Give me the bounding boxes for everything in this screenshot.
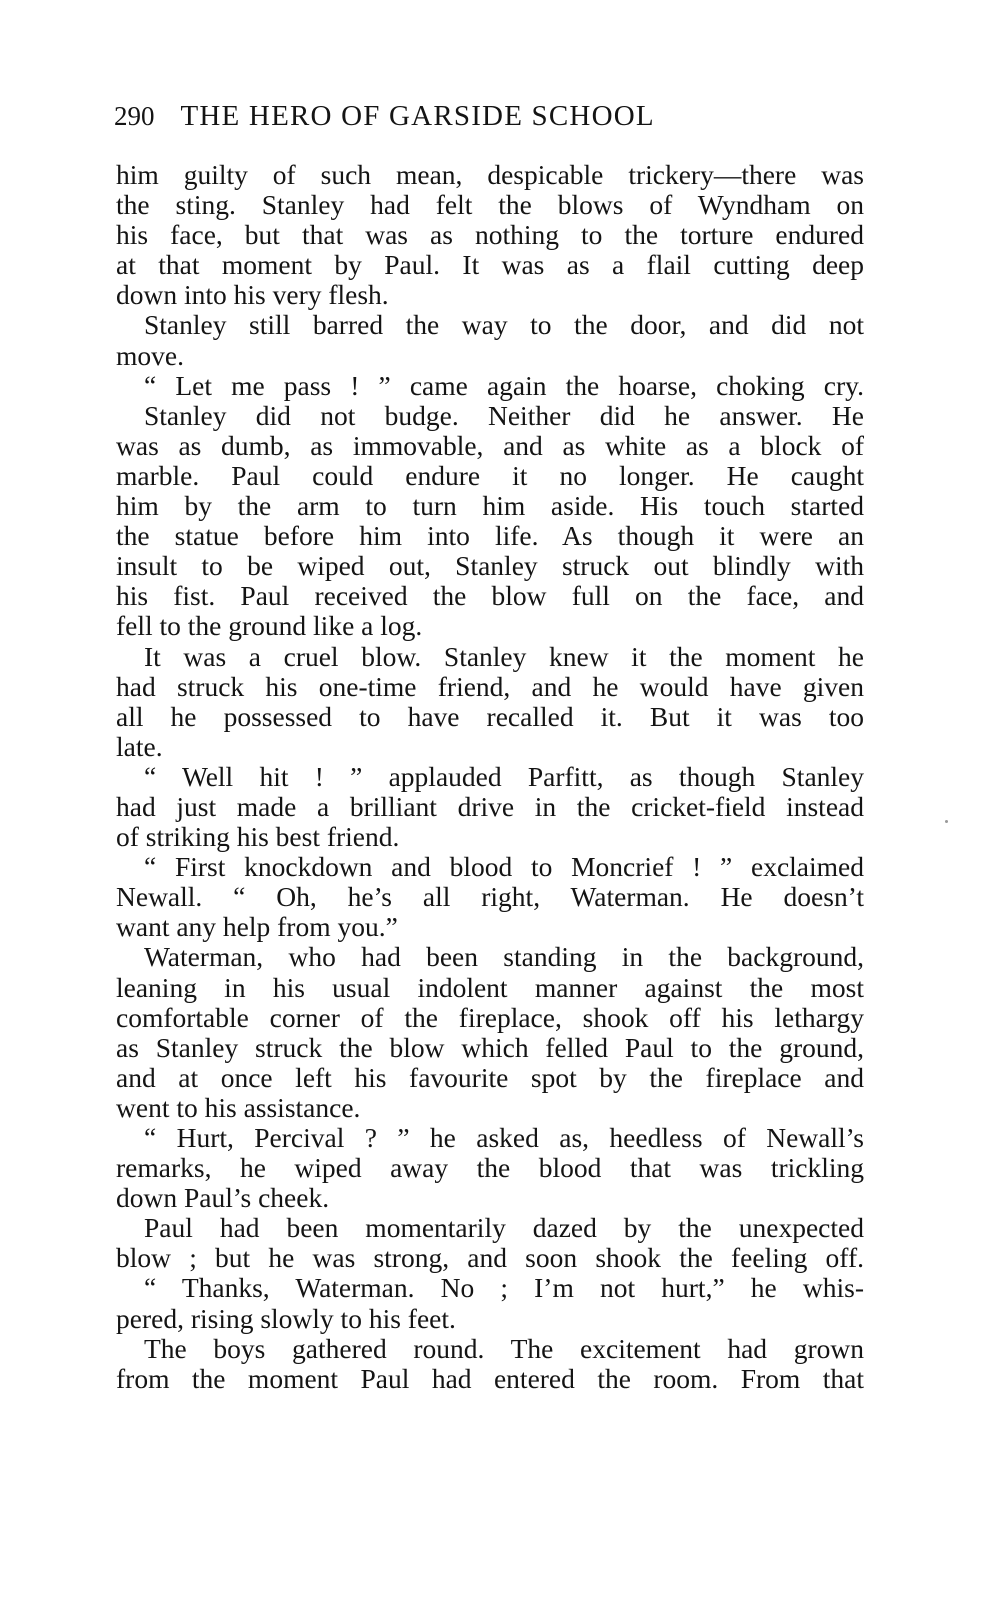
text-line: his fist. Paul received the blow full on the face, and <box>116 581 864 612</box>
text-line: from the moment Paul had entered the room. From that <box>116 1363 864 1394</box>
text-line: late. <box>116 731 163 762</box>
text-line: It was a cruel blow. Stanley knew it the moment he <box>144 641 864 672</box>
text-line: “ Thanks, Waterman. No ; I’m not hurt,” he whis- <box>144 1273 864 1304</box>
print-speck <box>945 820 948 823</box>
text-line: at that moment by Paul. It was as a flail cutting deep <box>116 250 864 281</box>
body-text <box>116 160 864 1394</box>
text-line: his face, but that was as nothing to the torture endured <box>116 220 864 251</box>
text-line: The boys gathered round. The excitement had grown <box>144 1333 864 1364</box>
text-line: of striking his best friend. <box>116 822 400 853</box>
text-line: was as dumb, as immovable, and as white as a block of <box>116 430 864 461</box>
text-line: Newall. “ Oh, he’s all right, Waterman. He doesn’t <box>116 882 864 913</box>
text-line: “ First knockdown and blood to Moncrief ! ” exclaimed <box>144 852 864 883</box>
page-header <box>114 100 874 140</box>
text-line: “ Let me pass ! ” came again the hoarse, choking cry. <box>144 370 864 401</box>
text-line: down into his very flesh. <box>116 280 389 311</box>
text-line: had just made a brilliant drive in the cricket-field instead <box>116 791 864 822</box>
running-title: THE HERO OF GARSIDE SCHOOL <box>180 100 655 132</box>
text-line: all he possessed to have recalled it. But it was too <box>116 701 864 732</box>
text-line: Stanley still barred the way to the door, and did not <box>144 310 864 341</box>
text-line: Paul had been momentarily dazed by the unexpected <box>144 1213 864 1244</box>
text-line: remarks, he wiped away the blood that was trickling <box>116 1153 864 1184</box>
text-line: as Stanley struck the blow which felled Paul to the ground, <box>116 1032 864 1063</box>
text-line: move. <box>116 340 184 371</box>
text-line: “ Hurt, Percival ? ” he asked as, heedless of Newall’s <box>144 1123 864 1153</box>
text-line: blow ; but he was strong, and soon shook the feeling off. <box>116 1243 864 1274</box>
page-number: 290 <box>114 101 155 131</box>
text-line: down Paul’s cheek. <box>116 1183 330 1214</box>
text-line: him guilty of such mean, despicable trickery—there was <box>116 160 864 190</box>
text-line: marble. Paul could endure it no longer. He caught <box>116 460 864 491</box>
text-line: “ Well hit ! ” applauded Parfitt, as though Stanley <box>144 761 864 792</box>
text-line: and at once left his favourite spot by the fireplace and <box>116 1062 864 1093</box>
text-line: want any help from you.” <box>116 912 398 943</box>
text-line: went to his assistance. <box>116 1092 361 1123</box>
text-line: insult to be wiped out, Stanley struck out blindly with <box>116 551 864 582</box>
text-line: fell to the ground like a log. <box>116 611 423 642</box>
text-line: pered, rising slowly to his feet. <box>116 1303 456 1334</box>
text-line: him by the arm to turn him aside. His touch started <box>116 491 864 522</box>
text-line: the sting. Stanley had felt the blows of Wyndham on <box>116 190 864 221</box>
text-line: had struck his one-time friend, and he would have given <box>116 671 864 702</box>
text-line: Waterman, who had been standing in the background, <box>144 942 864 973</box>
text-line: comfortable corner of the fireplace, shook off his lethargy <box>116 1002 864 1033</box>
text-line: leaning in his usual indolent manner against the most <box>116 972 864 1003</box>
text-line: the statue before him into life. As though it were an <box>116 521 864 552</box>
text-line: Stanley did not budge. Neither did he answer. He <box>144 400 864 431</box>
